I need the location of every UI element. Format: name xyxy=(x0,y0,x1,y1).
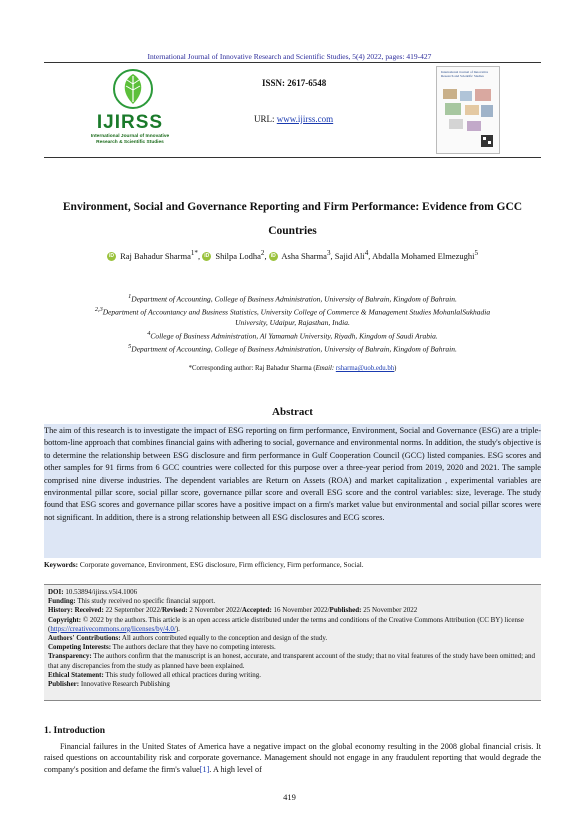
orcid-icon[interactable]: iD xyxy=(270,253,276,260)
affiliation-line xyxy=(44,342,541,355)
title-line-1: Environment, Social and Governance Reporting and Firm Performance: Evidence from GCC xyxy=(62,201,523,213)
cover-title: International Journal of Innovative Research and Scientific Studies xyxy=(441,70,489,78)
page-number: 419 xyxy=(283,792,296,802)
cover-collage-icon xyxy=(437,85,499,153)
affiliation-line xyxy=(44,305,541,318)
article-title xyxy=(44,195,541,243)
transparency-row xyxy=(48,652,541,670)
affiliation-line xyxy=(44,329,541,342)
published-label: Published: xyxy=(329,606,362,615)
affiliation-line xyxy=(44,292,541,305)
keywords-label: Keywords: xyxy=(44,560,79,569)
funding-row xyxy=(48,597,541,606)
email-label: Email: xyxy=(315,365,336,372)
copyright-end: ). xyxy=(175,624,180,633)
article-info-box xyxy=(44,584,541,701)
publisher-text: Innovative Research Publishing xyxy=(79,680,170,689)
contributions-label: Authors' Contributions: xyxy=(48,634,121,643)
competing-row xyxy=(48,643,541,652)
author-sup: 3 xyxy=(326,249,331,257)
license-link[interactable]: https://creativecommons.org/licenses/by/4.0/ xyxy=(50,624,176,633)
affiliation-text: Department of Accounting, College of Business Administration, University of Bahrain, Kingdom of Bahrain. xyxy=(131,344,457,354)
keywords-text: Corporate governance, Environment, ESG disclosure, Firm efficiency, Firm performance, Social. xyxy=(78,560,364,569)
affiliation-sup: 4 xyxy=(147,329,151,337)
history-label: History: Received: xyxy=(48,606,104,615)
author-name: Sajid Ali xyxy=(334,250,365,261)
title-line-2: Countries xyxy=(268,225,317,237)
competing-text: The authors declare that they have no competing interests. xyxy=(111,643,276,652)
corresponding-label: *Corresponding author: Raj Bahadur Sharma ( xyxy=(188,365,316,372)
corresponding-close: ) xyxy=(394,365,397,372)
funding-value: This study received no specific financial support. xyxy=(75,597,216,606)
ethical-label: Ethical Statement: xyxy=(48,670,104,679)
author-name: Abdalla Mohamed Elmezughi xyxy=(372,250,475,261)
affiliation-sup: 5 xyxy=(128,342,132,350)
corresponding-email-link[interactable]: rsharma@uob.edu.bh xyxy=(335,365,395,372)
introduction-text-after: . A high level of xyxy=(209,764,262,774)
introduction-body xyxy=(44,741,541,775)
journal-citation-line: International Journal of Innovative Research and Scientific Studies, 5(4) 2022, pages: 419-427 xyxy=(147,52,432,61)
logo-wordmark: IJIRSS xyxy=(96,112,164,133)
author-sup: 1* xyxy=(190,249,198,257)
copyright-row xyxy=(48,616,541,634)
received-date: 22 September 2022/ xyxy=(103,606,162,615)
copyright-text: © 2022 by the authors. This article is an open access article distributed under the terms and conditions of the Creative Commons Attribution (CC BY) license ( xyxy=(48,615,524,633)
journal-url-link[interactable]: www.ijirss.com xyxy=(276,114,334,124)
ethical-text: This study followed all ethical practices during writing. xyxy=(103,670,261,679)
history-row xyxy=(48,606,541,615)
doi-value: 10.53894/ijirss.v5i4.1006 xyxy=(63,588,138,596)
author-name: Shilpa Lodha xyxy=(215,250,261,261)
logo-subtitle-line-2: Research & Scientific Studies xyxy=(96,140,164,145)
transparency-label: Transparency: xyxy=(48,652,92,661)
logo-subtitle xyxy=(60,134,200,146)
keywords xyxy=(44,560,541,569)
url-label: URL: xyxy=(254,114,277,124)
affiliation-sup: 1 xyxy=(128,293,132,300)
issn: ISSN: 2617-6548 xyxy=(262,78,327,88)
introduction-heading: 1. Introduction xyxy=(44,726,106,736)
contributions-row xyxy=(48,634,541,643)
corresponding-author xyxy=(44,365,541,372)
orcid-icon[interactable]: iD xyxy=(204,253,210,260)
author-list: iD Raj Bahadur Sharma$^{1*}$, iD Shilpa Lodha$^2$, iD Asha Sharma$^3$, Sajid Ali$^4$, Abdalla Mohamed Elmezughi$^5$ xyxy=(108,249,479,261)
journal-url xyxy=(254,114,333,124)
abstract-body: The aim of this research is to investigate the impact of ESG reporting on firm performance, Environment, Social and Governance (ESG) are a triple-bottom-line approach that combines financial gains with adhering to social, governance and environmental norms. In addition, the study's objective is to determine the relationship between ESG disclosure and firm performance in Gulf Cooperation Council (GCC) listed companies. ESG scores and other samples for 91 firms from 6 GCC countries were collected for this purpose over a three-year period from 2019, 2020 and 2021. The sample comprised nine diverse industries. The dependent variables are Return on Assets (ROA) and market capitalization , experimental variables are environmental pillar score, social pillar score, governance pillar score and overall ESG score and the control variables: size, leverage. The study found that ESG scores and governance pillar scores have a positive impact on a firm's market value but environmental and social pillar scores were not significant. In addition, there is a strong relationship between all ESG disclosures and ECG scores. xyxy=(44,424,541,558)
revised-date: 2 November 2022/ xyxy=(187,606,242,615)
author-sup: 5 xyxy=(474,249,479,257)
introduction-text: Financial failures in the United States of America have a negative impact on the global economy resulting in the 2008 global financial crisis. It raised questions on accountability risk and corporate governance. Management should not engage in any fraudulent reporting that would degrade the company's position and defame the firm's value xyxy=(44,742,541,774)
citation-link[interactable]: [1] xyxy=(199,764,210,774)
revised-label: Revised: xyxy=(161,606,188,615)
header-rule-top xyxy=(44,62,541,63)
competing-label: Competing Interests: xyxy=(48,643,112,652)
transparency-text: The authors confirm that the manuscript is an honest, accurate, and transparent account of the study; that no vital features of the study have been omitted; and that any discrepancies from the study as planned have been explained. xyxy=(48,652,535,670)
publisher-label: Publisher: xyxy=(48,680,80,689)
published-date: 25 November 2022 xyxy=(361,606,418,615)
abstract-heading: Abstract xyxy=(272,406,313,418)
copyright-label: Copyright: xyxy=(48,615,82,624)
accepted-label: Accepted: xyxy=(241,606,272,615)
author-name: Asha Sharma xyxy=(281,250,327,261)
affiliations xyxy=(44,292,541,355)
contributions-text: All authors contributed equally to the conception and design of the study. xyxy=(120,634,328,643)
header-rule-bottom xyxy=(44,157,541,158)
ethical-row xyxy=(48,671,541,680)
affiliation-text: Department of Accounting, College of Business Administration, University of Bahrain, Kingdom of Bahrain. xyxy=(131,294,457,304)
publisher-row xyxy=(48,680,541,689)
affiliation-text: College of Business Administration, Al Yamamah University, Riyadh, Kingdom of Saudi Arabia. xyxy=(150,331,438,341)
affiliation-line xyxy=(44,318,541,329)
logo-subtitle-line-1: International Journal of Innovative xyxy=(90,134,170,139)
accepted-date: 16 November 2022/ xyxy=(271,606,330,615)
affiliation-text: University, Udaipur, Rajasthan, India. xyxy=(235,318,350,328)
journal-logo xyxy=(60,66,200,152)
affiliation-text: Department of Accountancy and Business Statistics, University College of Commerce & Management Studies MohanlalSukhadia xyxy=(102,307,491,317)
author-name: Raj Bahadur Sharma xyxy=(120,250,191,261)
author-sup: 2 xyxy=(260,249,265,257)
doi-row xyxy=(48,588,541,597)
journal-cover-thumbnail xyxy=(436,66,500,154)
leaf-logo-icon xyxy=(112,68,154,110)
author-sup: 4 xyxy=(364,249,369,257)
funding-label: Funding: xyxy=(48,597,76,606)
doi-label: DOI: xyxy=(48,588,64,596)
affiliation-sup: 2,3 xyxy=(94,306,103,314)
orcid-icon[interactable]: iD xyxy=(108,253,114,260)
